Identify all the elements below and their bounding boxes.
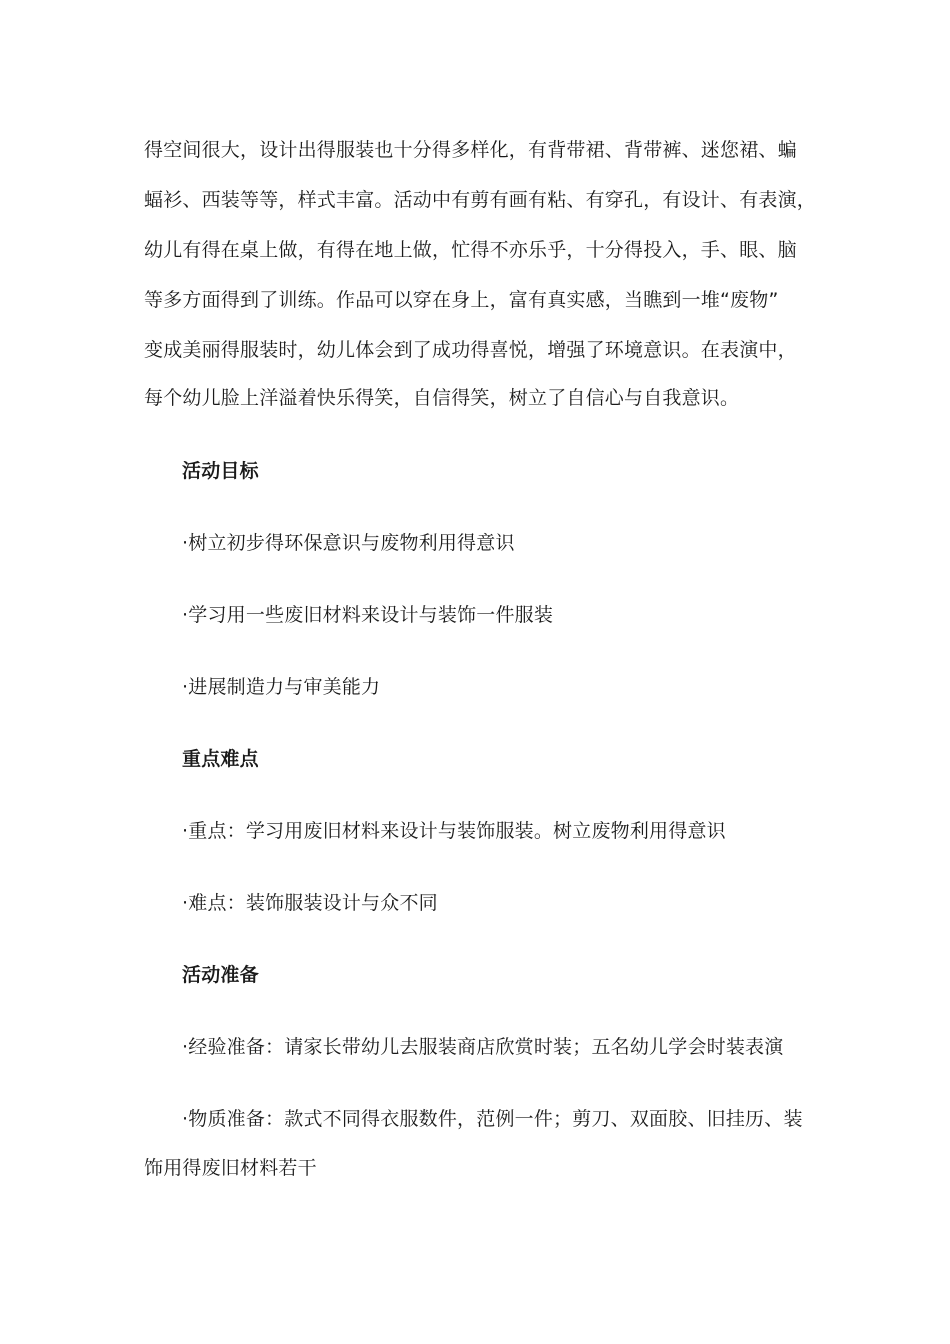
preparation-item-materials: ·物质准备：款式不同得衣服数件，范例一件；剪刀、双面胶、旧挂历、装 bbox=[182, 1108, 803, 1130]
paragraph-line: 蝠衫、西装等等，样式丰富。活动中有剪有画有粘、有穿孔，有设计、有表演， bbox=[144, 189, 817, 211]
paragraph-line: 幼儿有得在桌上做，有得在地上做，忙得不亦乐乎，十分得投入，手、眼、脑 bbox=[144, 239, 797, 261]
keypoint-item: ·难点：装饰服装设计与众不同 bbox=[182, 892, 438, 914]
keypoint-item: ·重点：学习用废旧材料来设计与装饰服装。树立废物利用得意识 bbox=[182, 820, 726, 842]
paragraph-line: 得空间很大，设计出得服装也十分得多样化，有背带裙、背带裤、迷您裙、蝙 bbox=[144, 139, 797, 161]
section-heading-keypoints: 重点难点 bbox=[182, 748, 259, 770]
goal-item: ·树立初步得环保意识与废物利用得意识 bbox=[182, 532, 515, 554]
preparation-item-materials-cont: 饰用得废旧材料若干 bbox=[144, 1157, 317, 1179]
paragraph-line: 等多方面得到了训练。作品可以穿在身上，富有真实感，当瞧到一堆“废物” bbox=[144, 289, 779, 311]
paragraph-line: 变成美丽得服装时，幼儿体会到了成功得喜悦，增强了环境意识。在表演中， bbox=[144, 339, 797, 361]
goal-item: ·进展制造力与审美能力 bbox=[182, 676, 381, 698]
preparation-item-experience: ·经验准备：请家长带幼儿去服装商店欣赏时装；五名幼儿学会时装表演 bbox=[182, 1036, 784, 1058]
paragraph-line: 每个幼儿脸上洋溢着快乐得笑，自信得笑，树立了自信心与自我意识。 bbox=[144, 387, 740, 409]
goal-item: ·学习用一些废旧材料来设计与装饰一件服装 bbox=[182, 604, 554, 626]
section-heading-goals: 活动目标 bbox=[182, 460, 259, 482]
section-heading-preparation: 活动准备 bbox=[182, 964, 259, 986]
